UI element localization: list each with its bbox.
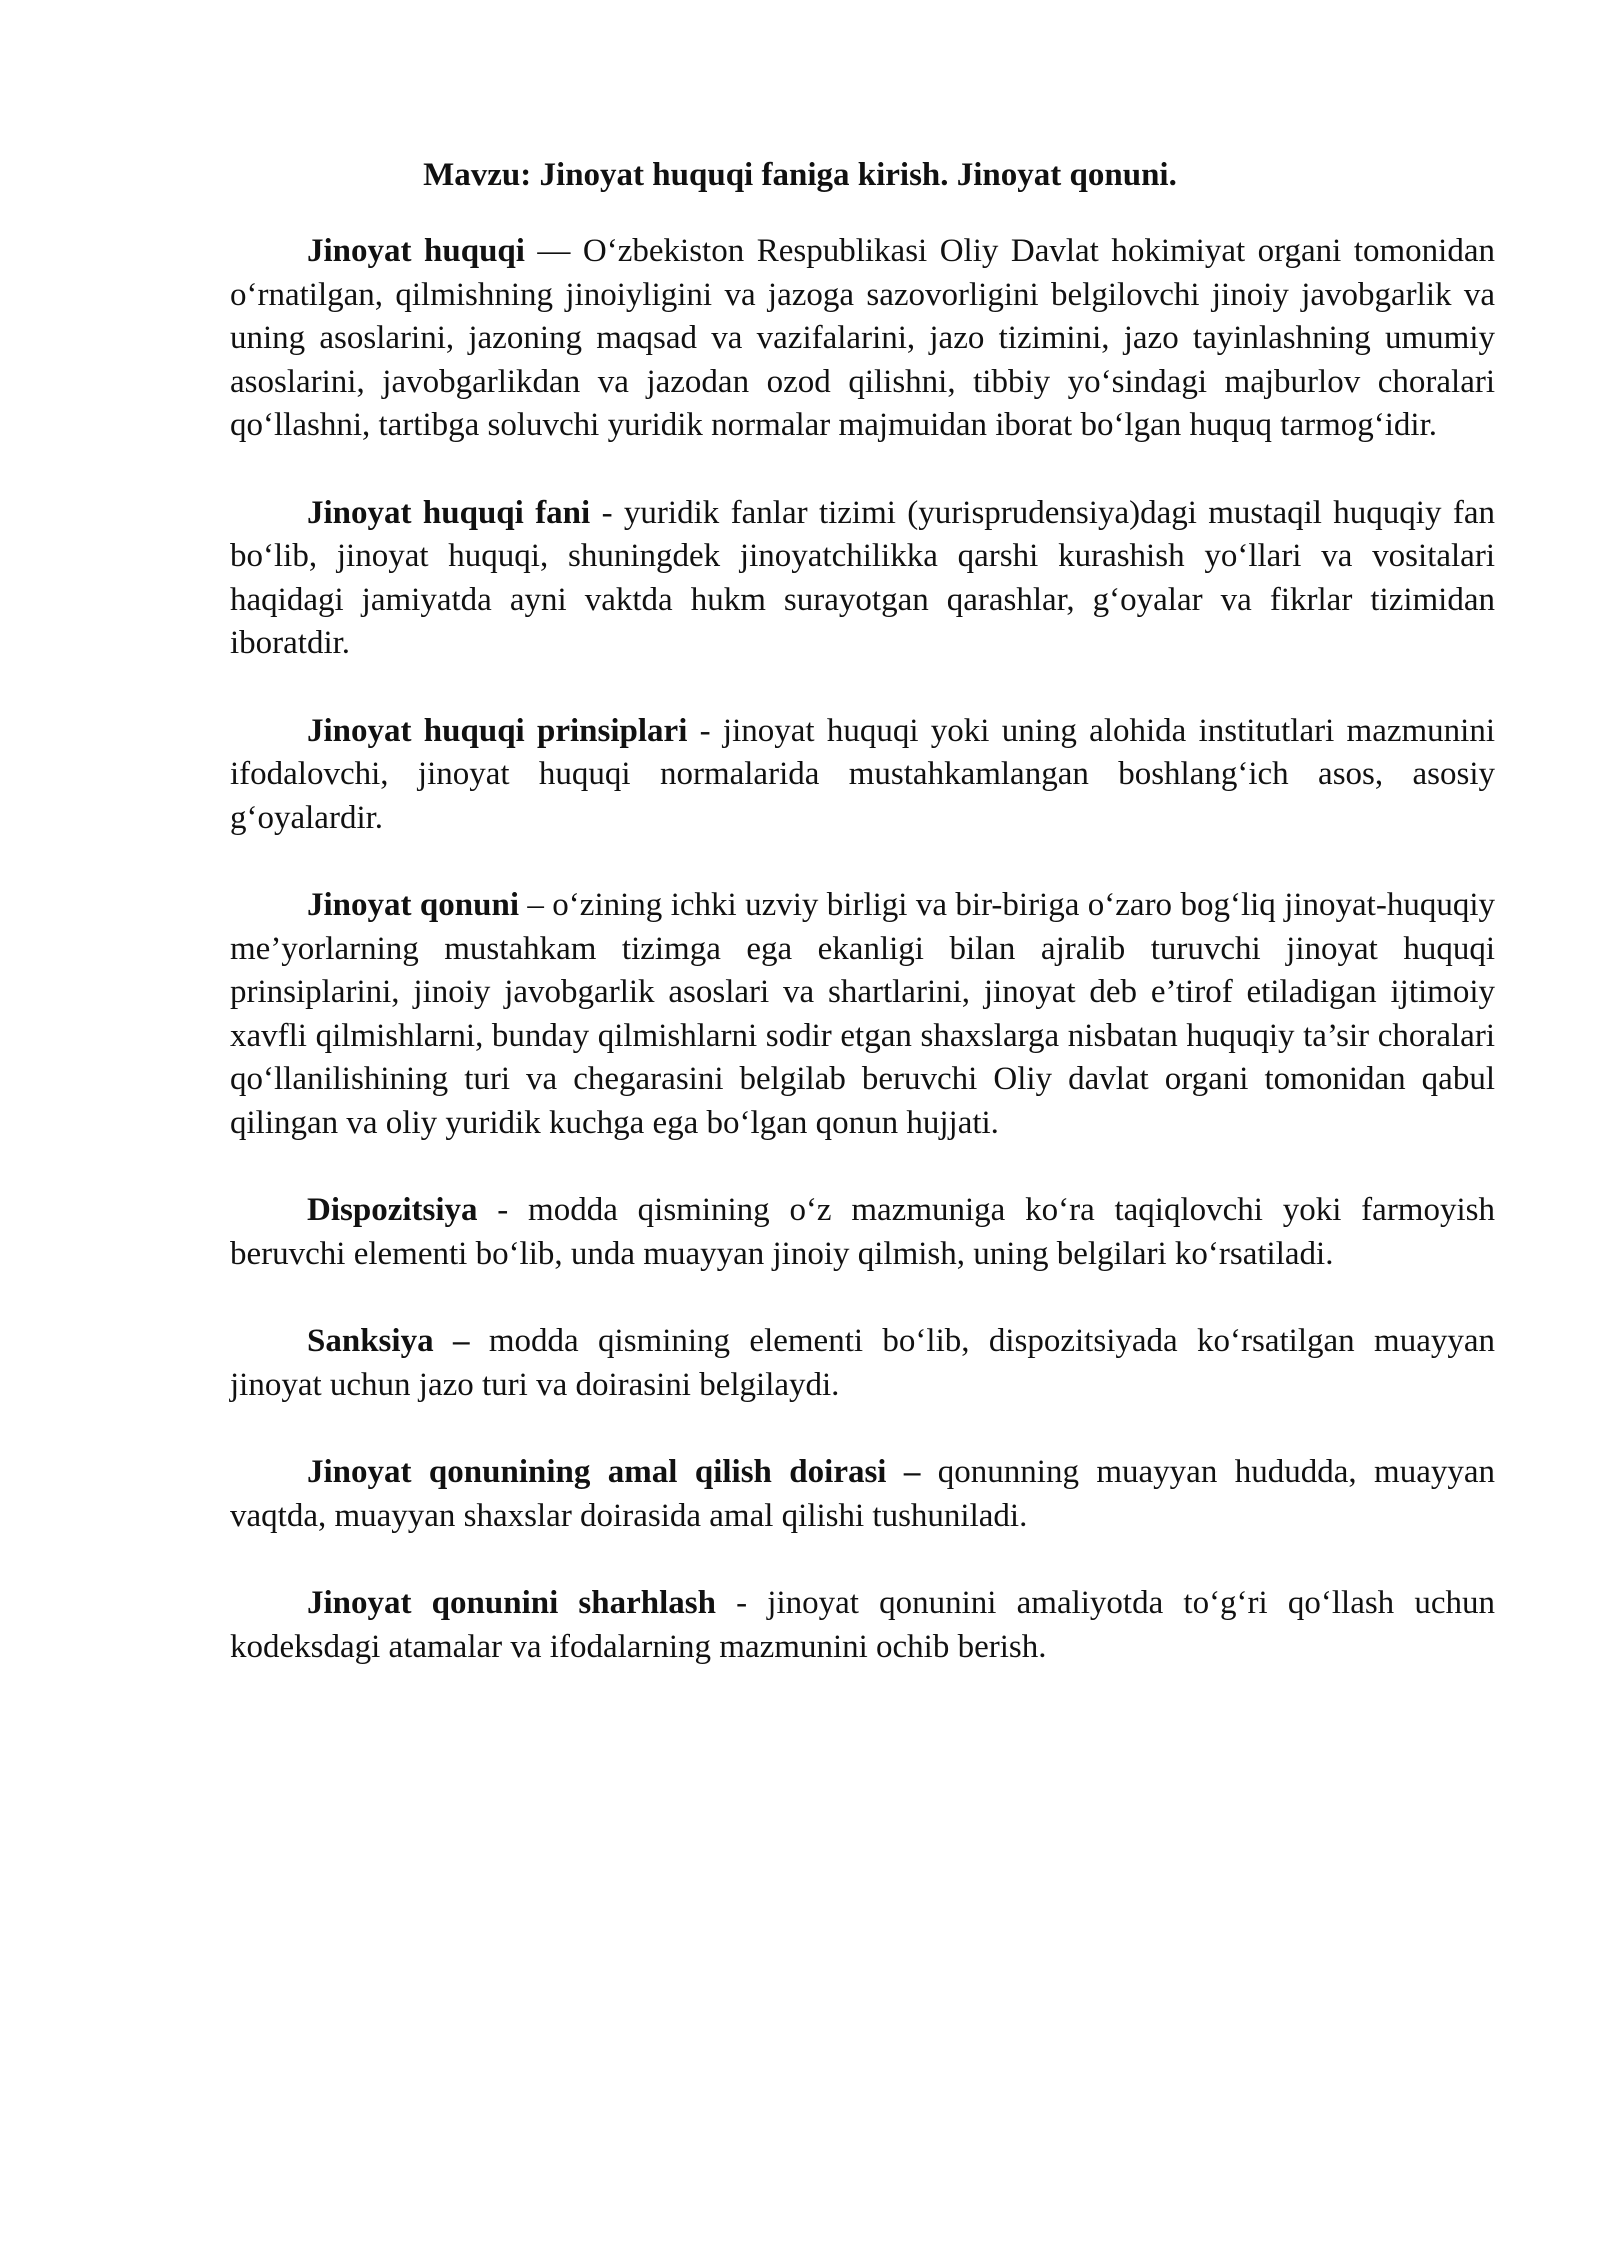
term: Sanksiya – [307,1323,470,1359]
definition-text: - modda qismining o‘z mazmuniga ko‘ra taqiqlovchi yoki farmoyish beruvchi elementi bo‘lib, unda muayyan jinoiy qilmish, uning belgilari ko‘rsatiladi. [230,1192,1495,1272]
term: Dispozitsiya [307,1192,478,1228]
definition-text: - jinoyat huquqi yoki uning alohida institutlari mazmunini ifodalovchi, jinoyat huquqi normalarida mustahkamlangan boshlang‘ich asos, asosiy g‘oyalardir. [230,712,1495,836]
definition-paragraph-sanksiya [230,1320,1495,1407]
definition-paragraph-jinoyat-huquqi-fani [230,492,1495,666]
term: Jinoyat huquqi prinsiplari [307,712,688,749]
definition-text: - yuridik fanlar tizimi (yurisprudensiya)dagi mustaqil huquqiy fan bo‘lib, jinoyat huquqi, shuningdek jinoyatchilikka qarshi kurashish yo‘llari va vositalari haqidagi jamiyatda ayni vaktda hukm surayotgan qarashlar, g‘oyalar va fikrlar tizimidan iboratdir. [230,494,1495,661]
definition-text: — O‘zbekiston Respublikasi Oliy Davlat hokimiyat organi tomonidan o‘rnatilgan, qilmishning jinoiyligini va jazoga sazovorligini belgilovchi jinoiy javobgarlik va uning asoslarini, jazoning maqsad va vazifalarini, jazo tizimini, jazo tayinlashning umumiy asoslarini, javobgarlikdan va jazodan ozod qilishni, tibbiy yo‘sindagi majburlov choralari qo‘llashni, tartibga soluvchi yuridik normalar majmuidan iborat bo‘lgan huquq tarmog‘idir. [230,233,1495,443]
definition-paragraph-sharhlash [230,1582,1495,1669]
term: Jinoyat huquqi fani [307,494,591,531]
definition-paragraph-prinsiplari [230,710,1495,841]
definition-text: - jinoyat qonunini amaliyotda to‘g‘ri qo‘llash uchun kodeksdagi atamalar va ifodalarning mazmunini ochib berish. [230,1585,1495,1665]
definition-text: qonunning muayyan hududda, muayyan vaqtda, muayyan shaxslar doirasida amal qilishi tushuniladi. [230,1454,1495,1534]
definition-text: – o‘zining ichki uzviy birligi va bir-biriga o‘zaro bog‘liq jinoyat-huquqiy me’yorlarning mustahkam tizimga ega ekanligi bilan ajralib turuvchi jinoyat huquqi prinsiplarini, jinoiy javobgarlik asoslari va shartlarini, jinoyat deb e’tirof etiladigan ijtimoiy xavfli qilmishlarni, bunday qilmishlarni sodir etgan shaxslarga nisbatan huquqiy ta’sir choralari qo‘llanilishining turi va chegarasini belgilab beruvchi Oliy davlat organi tomonidan qabul qilingan va oliy yuridik kuchga ega bo‘lgan qonun hujjati. [230,887,1495,1141]
term: Jinoyat qonunini sharhlash [307,1585,716,1621]
definition-paragraph-jinoyat-qonuni [230,884,1495,1145]
term: Jinoyat qonunining amal qilish doirasi – [307,1454,921,1490]
definition-text: modda qismining elementi bo‘lib, dispozitsiyada ko‘rsatilgan muayyan jinoyat uchun jazo turi va doirasini belgilaydi. [230,1323,1495,1403]
document-body [230,230,1495,1713]
document-title: Mavzu: Jinoyat huquqi faniga kirish. Jinoyat qonuni. [423,157,1177,193]
definition-paragraph-amal-qilish-doirasi [230,1451,1495,1538]
definition-paragraph-jinoyat-huquqi [230,230,1495,448]
definition-paragraph-dispozitsiya [230,1189,1495,1276]
term: Jinoyat huquqi [307,233,525,269]
term: Jinoyat qonuni [307,887,519,923]
